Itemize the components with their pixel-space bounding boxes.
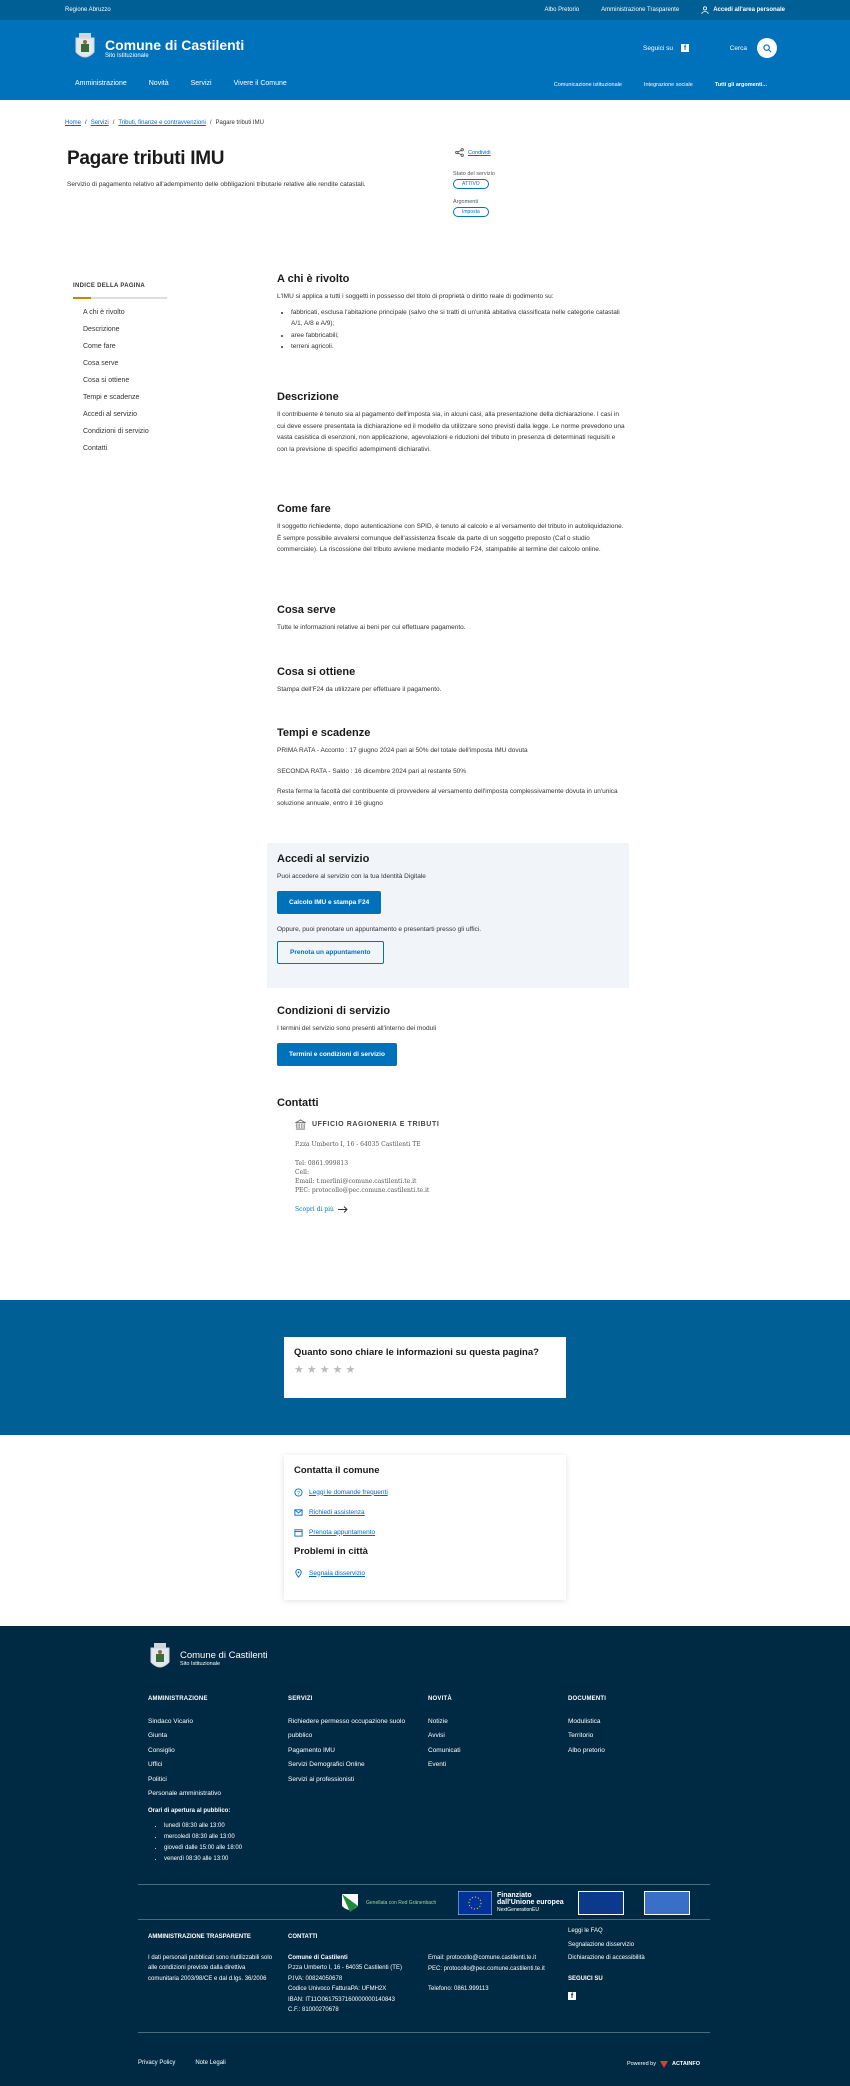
footer-brand[interactable] [148,1642,268,1674]
section-title: Accedi al servizio [277,853,370,865]
section-text: Il contribuente è tenuto sia al pagamento dell'imposta sia, in alcuni casi, alla presentazione della dichiarazione. I casi in cui deve essere presentata la dichiarazione ed il modello da utilizzare sono previsti dalla legge. Le norme prevedono una vasta casistica di esenzioni, non applicazione, agevolazioni e riduzioni del tributo in presenza di determinati requisiti e con la previsione di specifici adempimenti dichiarativi. [277,411,625,453]
main-nav [75,80,287,87]
footer-link[interactable]: Consiglio [148,1746,175,1754]
header [0,20,850,100]
footer-link[interactable]: Modulistica [568,1717,601,1725]
appointment-link[interactable] [294,1522,556,1542]
footer-link[interactable]: Giunta [148,1732,168,1739]
contact-card [277,1140,627,1214]
report-footer-link[interactable]: Segnalazione disservizio [568,1941,635,1948]
list-item: • fabbricati, esclusa l'abitazione principale (salvo che si tratti di un'unità abitativa classificata nelle categorie catastali A/1, A/8 e A/9); [291,307,627,330]
topics-label: Argomenti [453,199,479,205]
login-label: Accedi all'area personale [713,7,785,13]
footer-col-title: SERVIZI [288,1696,313,1702]
page-content [65,233,785,1300]
footer-link[interactable]: Pagamento IMU [288,1746,335,1754]
footer-link[interactable]: Sindaco Vicario [148,1717,194,1725]
social-links [643,44,689,52]
nav-servizi[interactable]: Servizi [190,80,212,87]
site-title: Comune di Castilenti [105,36,245,53]
region-link[interactable]: Regione Abruzzo [65,7,111,13]
index-item[interactable]: Come fare [83,343,116,350]
office-email: Email: t.merlini@comune.castilenti.te.it [295,1178,417,1185]
page-lead: Servizio di pagamento relativo all'adempimento delle obbligazioni tributarie relative alle rendite catastali. [67,181,366,188]
rating-stars[interactable] [294,1363,556,1376]
page-title: Pagare tributi IMU [67,148,225,169]
service-meta [453,148,495,227]
footer-misc [568,1926,698,2000]
deadline-second: SECONDA RATA - Saldo : 16 dicembre 2024 pari al restante 50% [277,767,467,775]
eu-line1: Finanziato [497,1891,532,1899]
discover-more-label: Scopri di più [295,1206,334,1213]
section-obtained [277,666,627,696]
footer-contacts [288,1932,418,2016]
site-subtitle: Sito Istituzionale [105,52,149,59]
footer-link[interactable]: Avvisi [428,1732,445,1739]
contact-line: P.zza Umberto I, 16 - 64035 Castilenti (TE) [288,1965,402,1971]
section-text: L'IMU si applica a tutti i soggetti in possesso del titolo di proprietà o diritto reale di godimento su: [277,293,554,300]
contact-section [0,1435,850,1626]
topic-integrazione[interactable]: Integrazione sociale [643,82,693,88]
footer-link[interactable]: Territorio [568,1732,594,1739]
opening-hours [148,1806,242,1865]
breadcrumb: Home / Servizi / Tributi, finanze e contravvenzioni / Pagare tributi IMU [65,120,264,126]
contact-phone: Telefono: 0861.999113 [428,1986,489,1992]
contact-line: C.F.: 81000270678 [288,2007,339,2013]
assistance-label: Richiedi assistenza [309,1508,365,1516]
breadcrumb-tributi[interactable]: Tributi, finanze e contravvenzioni [118,120,206,126]
breadcrumb-home[interactable]: Home [65,120,82,126]
footer-contacts-right [428,1953,568,1995]
section-title: Condizioni di servizio [277,1005,391,1017]
section-title: Tempi e scadenze [277,727,371,739]
footer-link[interactable]: Servizi Demografici Online [288,1761,365,1768]
access-text: Puoi accedere al servizio con la tua Identità Digitale [277,873,426,880]
office-name [277,1119,627,1130]
footer-col-title: DOCUMENTI [568,1696,607,1702]
follow-title: SEGUICI SU [568,1975,603,1982]
hours-item: • venerdì 08:30 alle 13:00 [164,1854,242,1865]
page-index [73,283,167,462]
deadline-note: Resta ferma la facoltà del contribuente di provvedere al versamento dell'imposta complessivamente dovuta in un'unica soluzione annuale, entro il 16 giugno [277,788,618,807]
transparency-text: I dati personali pubblicati sono riutilizzabili solo alle condizioni previste dalla direttiva comunitaria 2003/98/CE e dal d.lgs. 36/2006 [148,1954,273,1982]
section-target [277,273,627,353]
crest-logo [73,32,97,64]
star-icon[interactable]: ★ [294,1364,307,1376]
footer-link[interactable]: Notizie [428,1717,448,1725]
calendar-icon [294,1528,303,1537]
feedback-section [0,1300,850,1435]
pnrr-logo [578,1891,624,1915]
region-logo [340,1891,436,1915]
arrow-right-icon [338,1206,348,1213]
facebook-icon[interactable]: f [568,1992,576,2000]
page-hero [65,100,785,233]
section-title: Cosa si ottiene [277,666,356,678]
section-access [267,843,629,988]
eu-logo [458,1891,564,1915]
section-title: Come fare [277,503,331,515]
social-label: Seguici su [643,44,673,52]
amministrazione-trasparente-link[interactable]: Amministrazione Trasparente [601,7,680,13]
search-area [730,38,777,58]
index-item[interactable]: Accedi al servizio [83,411,138,418]
faq-link[interactable] [294,1482,556,1502]
contact-email: Email: protocollo@comune.castilenti.te.it [428,1955,537,1961]
index-heading: INDICE DELLA PAGINA [73,283,146,289]
topic-badge[interactable]: Imposta [453,207,489,217]
top-bar [0,0,850,20]
contact-line: Comune di Castilenti [288,1954,348,1961]
contact-title: Contatta il comune [294,1465,380,1476]
office-cell: Cell: [295,1169,310,1176]
section-description [277,391,627,455]
legal-bar [138,2032,710,2066]
transparency-block [148,1932,278,1984]
map-pin-icon [294,1569,303,1578]
nav-novita[interactable]: Novità [148,80,169,87]
report-label: Segnala disservizio [309,1569,366,1577]
search-label: Cerca [729,44,747,52]
report-link[interactable] [294,1563,556,1583]
assistance-link[interactable] [294,1502,556,1522]
star-icon[interactable]: ★ [306,1364,320,1376]
funding-logos [138,1884,710,1920]
footer-link[interactable]: Comunicati [428,1746,461,1754]
accessibility-link[interactable]: Dichiarazione di accessibilità [568,1955,645,1961]
index-item[interactable]: A chi è rivolto [83,309,125,316]
section-text: I termini del servizio sono presenti all'interno dei moduli [277,1025,437,1032]
index-item[interactable]: Condizioni di servizio [83,428,149,435]
search-button[interactable] [757,38,777,58]
share-label: Condividi [468,149,491,156]
share-button[interactable] [455,148,495,157]
index-item[interactable]: Cosa serve [83,360,119,367]
privacy-link[interactable]: Privacy Policy [138,2060,176,2066]
mail-icon [294,1508,303,1517]
list-item: • terreni agricoli. [291,341,627,353]
user-icon [701,6,709,14]
login-button[interactable] [701,6,785,14]
status-label: Stato del servizio [453,171,495,177]
section-text: Il soggetto richiedente, dopo autenticazione con SPID, è tenuto al calcolo e al versamento del tributo in autoliquidazione. È sempre possibile avvalersi comunque dell'assistenza fiscale da parte di un soggetto preposto (Caf o studio commerciale). La riscossione del tributo avviene mediante modello F24, stampabile al termine del calcolo online. [277,523,624,553]
star-icon[interactable]: ★ [319,1364,333,1376]
contact-line: IBAN: IT11O0617537160000000140843 [288,1996,395,2003]
index-item[interactable]: Descrizione [83,326,120,333]
nav-amministrazione[interactable]: Amministrazione [75,80,127,87]
terms-button[interactable]: Termini e condizioni di servizio [277,1043,397,1066]
section-needed [277,604,627,634]
footer-col-title: AMMINISTRAZIONE [148,1696,208,1702]
region-logo-text: Genellata con Red Gränenbach [366,1900,437,1906]
problems-title: Problemi in città [294,1546,368,1557]
contact-line: Codice Univoco FatturaPA: UFMH2X [288,1986,387,1992]
nav-vivere[interactable]: Vivere il Comune [233,80,287,87]
share-icon [455,148,464,157]
office-address: P.zza Umberto I, 16 - 64035 Castilenti TE [295,1141,421,1148]
actainfo-logo-icon [660,2060,668,2068]
section-conditions [277,1005,627,1066]
footer-col-novita [428,1692,548,1773]
deadline-first: PRIMA RATA - Acconto : 17 giugno 2024 pari al 50% del totale dell'imposta IMU dovuta [277,747,528,754]
feedback-question: Quanto sono chiare le informazioni su questa pagina? [294,1347,539,1358]
footer-subtitle: Sito Istituzionale [180,1660,221,1667]
footer-link[interactable]: Personale amministrativo [148,1790,221,1797]
section-title: A chi è rivolto [277,273,350,285]
crest-logo [148,1642,172,1674]
footer-link[interactable]: Politici [148,1775,167,1783]
breadcrumb-current: Pagare tributi IMU [215,120,264,126]
topics-nav [554,82,767,88]
footer-link[interactable]: Eventi [428,1761,447,1768]
footer-col-amministrazione [148,1692,278,1802]
contacts-title: CONTATTI [288,1934,318,1940]
footer-link[interactable]: Richiedere permesso occupazione suolo pubblico [288,1717,406,1739]
eu-line3: NextGenerationEU [497,1906,539,1913]
legal-notes-link[interactable]: Note Legali [195,2060,226,2066]
eu-flag-icon [458,1891,492,1915]
office-pec: PEC: protocollo@pec.comune.castilenti.te.it [295,1187,430,1194]
eu-line2: dall'Unione europea [497,1899,564,1907]
contact-line: P.IVA: 00824050678 [288,1975,343,1982]
svg-text:?: ? [297,1490,300,1497]
appointment-text: Oppure, puoi prenotare un appuntamento e presentarti presso gli uffici. [277,925,482,933]
footer-col-servizi [288,1692,413,1787]
office-tel: Tel: 0861.999813 [295,1160,349,1167]
topic-comunicazione[interactable]: Comunicazione istituzionale [553,82,622,88]
italiadomani-logo [644,1891,690,1915]
footer-title: Comune di Castilenti [180,1649,268,1661]
facebook-icon[interactable]: f [681,44,689,52]
footer-link[interactable]: Uffici [148,1761,163,1768]
section-title: Contatti [277,1097,319,1109]
section-text: Tutte le informazioni relative ai beni per cui effettuare pagamento. [277,624,466,631]
building-icon [295,1119,306,1130]
hours-item: • lunedì 08:30 alle 13:00 [164,1821,242,1832]
section-deadlines [277,727,627,809]
discover-more-link[interactable] [295,1205,627,1214]
contact-box [284,1455,566,1600]
footer [0,1626,850,2086]
section-text: Stampa dell'F24 da utilizzare per effettuare il pagamento. [277,686,442,693]
powered-label: Powered by [626,2061,656,2067]
star-icon[interactable]: ★ [345,1364,359,1376]
hours-title: Orari di apertura al pubblico: [148,1808,231,1814]
search-icon [763,44,772,53]
index-item[interactable]: Tempi e scadenze [83,394,140,401]
brand-link[interactable] [73,32,244,64]
target-list [277,307,627,353]
contact-pec: PEC: protocollo@pec.comune.castilenti.te.it [428,1965,545,1972]
powered-by [627,2060,700,2068]
footer-col-title: NOVITÀ [428,1696,452,1702]
section-how [277,503,627,556]
calculate-imu-button[interactable]: Calcolo IMU e stampa F24 [277,891,381,914]
section-title: Cosa serve [277,604,336,616]
hours-item: • mercoledì 08:30 alle 13:00 [164,1832,242,1843]
section-title: Descrizione [277,391,339,403]
section-contacts [277,1097,627,1214]
albo-pretorio-link[interactable]: Albo Pretorio [544,7,580,13]
feedback-card [284,1337,566,1398]
list-item: • aree fabbricabili; [291,330,627,342]
help-icon [294,1488,303,1497]
office-label: UFFICIO RAGIONERIA E TRIBUTI [312,1121,440,1128]
footer-link[interactable]: Albo pretorio [568,1746,605,1754]
region-flag-icon [340,1892,360,1914]
status-badge: ATTIVO [453,179,489,189]
hours-item: • giovedì dalle 15:00 alle 18:00 [164,1843,242,1854]
faq-label: Leggi le domande frequenti [309,1488,388,1496]
faq-footer-link[interactable]: Leggi le FAQ [568,1928,603,1934]
index-item[interactable]: Cosa si ottiene [83,377,130,384]
appointment-label: Prenota appuntamento [309,1528,376,1536]
star-icon[interactable]: ★ [332,1364,346,1376]
book-appointment-button[interactable]: Prenota un appuntamento [277,941,384,964]
transparency-title: AMMINISTRAZIONE TRASPARENTE [148,1934,251,1940]
index-progress [73,297,167,299]
actainfo-link[interactable]: ACTAINFO [671,2061,700,2067]
index-item[interactable]: Contatti [83,445,108,452]
all-topics-link[interactable]: Tutti gli argomenti... [714,82,767,88]
footer-link[interactable]: Servizi ai professionisti [288,1775,355,1783]
footer-col-documenti [568,1692,688,1758]
breadcrumb-servizi[interactable]: Servizi [90,120,109,126]
